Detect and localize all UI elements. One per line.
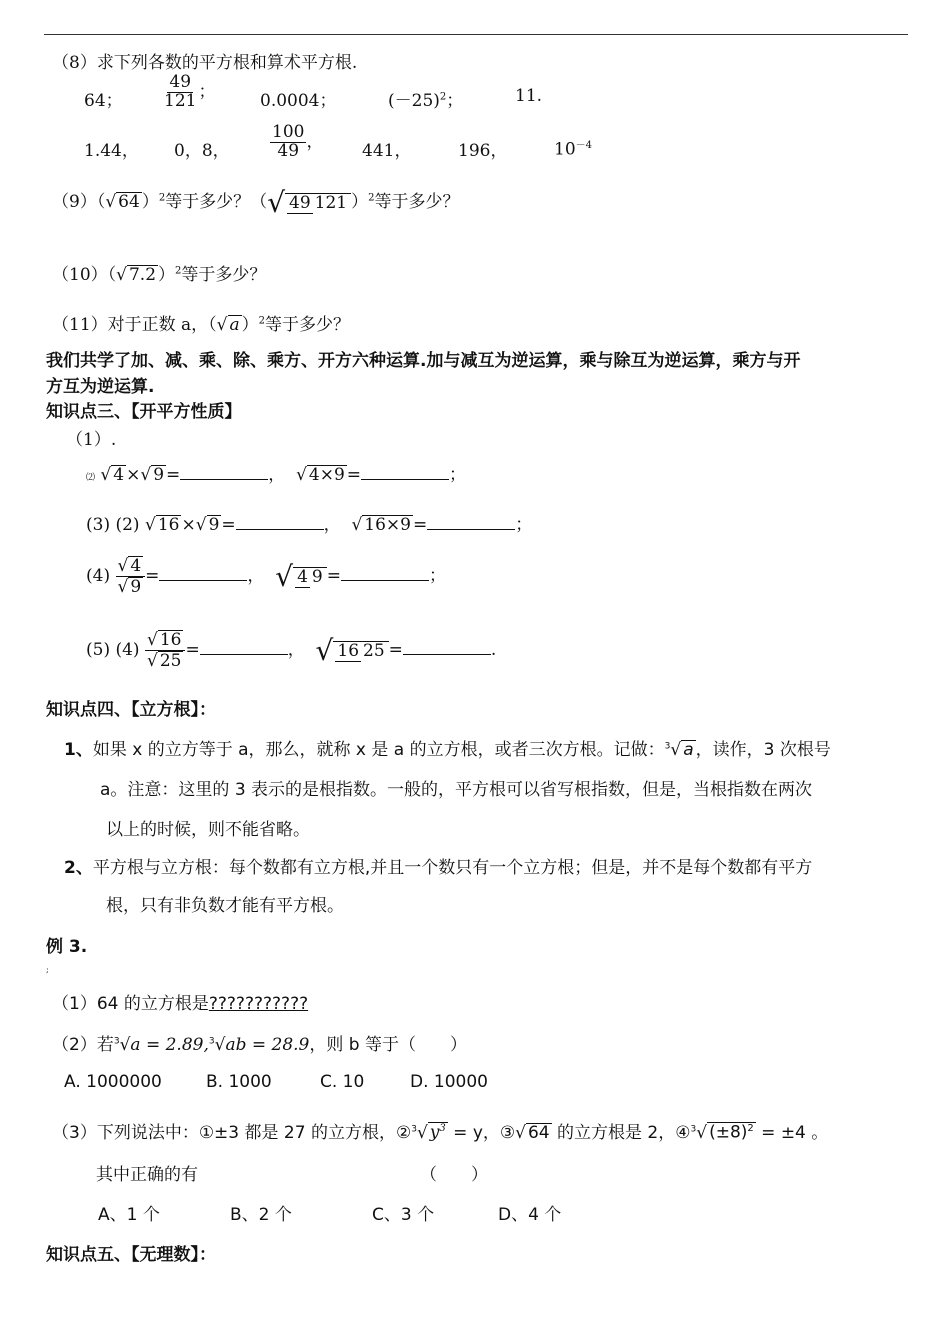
k3-item: （1）. — [66, 430, 117, 450]
ex3-q3-option: A、1 个 — [98, 1205, 160, 1225]
ex3-q3-paren: （ ） — [420, 1165, 488, 1185]
section-title-k3: 知识点三、【开平方性质】 — [46, 402, 242, 422]
q8-item: 441， — [362, 141, 412, 161]
q8-fraction: $\frac{100}{49}$ ， — [272, 122, 324, 161]
q8-item: 64； — [84, 91, 123, 111]
section-title-k4: 知识点四、【立方根】： — [46, 700, 216, 720]
example-title: 例 3. — [46, 937, 88, 957]
ex3-q3: （3）下列说法中：①±3 都是 27 的立方根，②$^3$√ $y^3 = y$，③√ 64 的立方根是 2，④$^3$√ $(\pm 8)^2 = \pm 4$ 。 — [52, 1123, 829, 1143]
q8-title: （8）求下列各数的平方根和算术平方根. — [52, 53, 358, 73]
k3-item: ⑵ √ 4 ×√ 9 = ， √ 4×9 = ； — [86, 465, 467, 485]
summary-line: 方互为逆运算. — [46, 377, 155, 397]
k4-item-2: 2、平方根与立方根：每个数都有立方根,并且一个数只有一个立方根；但是，并不是每个数都有平方 — [64, 858, 813, 878]
header-rule — [44, 34, 908, 35]
q8-item: 0，8， — [174, 141, 230, 161]
k4-item-2-line2: 根，只有非负数才能有平方根。 — [106, 896, 344, 916]
ex3-q2: （2）若$^3$√a = 2.89,$^3$√ab = 28.9，则 b 等于（ ） — [52, 1035, 467, 1055]
ex3-q2-option: D. 10000 — [410, 1072, 488, 1092]
section-title-k5: 知识点五、【无理数】： — [46, 1245, 216, 1265]
stray-mark: ; — [46, 965, 49, 974]
q11: （11）对于正数 a，（√ a ）$^2$等于多少？ — [52, 315, 351, 335]
k3-item: (4) $\frac{√ 4}{√ 9}$ = ， √ 4 9 = ； — [86, 556, 446, 597]
q8-item: $10^{-4}$ — [554, 139, 593, 160]
q8-item: 196， — [458, 141, 508, 161]
k4-item-1: 1、如果 x 的立方等于 a，那么，就称 x 是 a 的立方根，或者三次方根。记做：$^3$√ a ，读作，3 次根号 — [64, 740, 831, 760]
ex3-q2-option: A. 1000000 — [64, 1072, 162, 1092]
k4-item-1-line2: a。注意：这里的 3 表示的是根指数。一般的，平方根可以省写根指数，但是，当根指数在两次 — [100, 780, 813, 800]
ex3-q3-option: D、4 个 — [498, 1205, 562, 1225]
k4-item-1-line3: 以上的时候，则不能省略。 — [106, 820, 310, 840]
ex3-q2-option: C. 10 — [320, 1072, 365, 1092]
ex3-q3-option: C、3 个 — [372, 1205, 435, 1225]
k3-item: (5) (4) $\frac{√ 16}{√ 25}$ = ， √ 16 25 = . — [86, 630, 497, 671]
q8-item: 11. — [515, 86, 543, 106]
summary-line: 我们共学了加、减、乘、除、乘方、开方六种运算.加与减互为逆运算，乘与除互为逆运算，乘方与开 — [46, 351, 801, 371]
q8-fraction: $\frac{49}{121}$ ； — [164, 72, 216, 111]
q8-item: 1.44， — [84, 141, 139, 161]
ex3-q2-option: B. 1000 — [206, 1072, 272, 1092]
q8-item: 0.0004； — [260, 91, 337, 111]
k3-item: (3) (2) √ 16 ×√ 9 = ， √ 16×9 = ； — [86, 515, 533, 535]
ex3-q1: （1）64 的立方根是??????????? — [52, 994, 309, 1014]
ex3-q3-line2: 其中正确的有 — [96, 1165, 198, 1185]
ex3-q3-option: B、2 个 — [230, 1205, 292, 1225]
q9: （9）（√ 64 ）$^2$等于多少？（√ 49 121 ）$^2$等于多少？ — [52, 186, 460, 219]
q10: （10）（√ 7.2 ）$^2$等于多少？ — [52, 265, 267, 285]
q8-item: $(-25)^2$； — [388, 91, 464, 111]
